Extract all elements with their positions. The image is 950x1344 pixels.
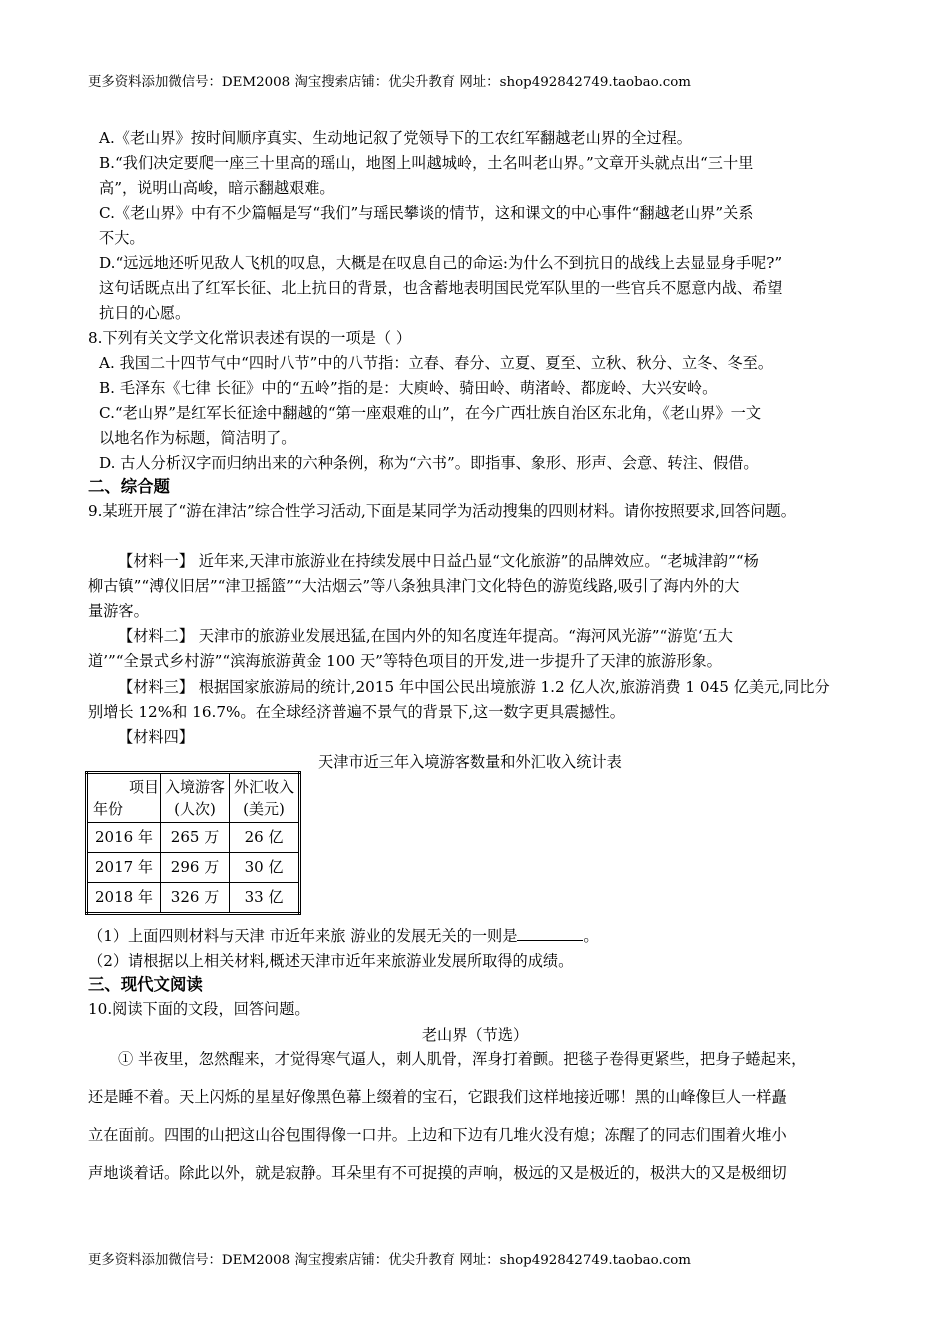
passage-line-2: 还是睡不着。天上闪烁的星星好像黑色幕上缀着的宝石，它跟我们这样地接近哪！黑的山峰像巨人一样矗	[88, 1088, 787, 1106]
cell-income: 33 亿	[230, 883, 300, 914]
q9-sub1-end: 。	[583, 927, 599, 945]
table-corner-cell	[87, 773, 161, 823]
header-visitors-unit: (人次)	[174, 800, 216, 818]
q7-option-d-cont2: 抗日的心愿。	[99, 304, 191, 322]
passage-line-4: 声地谈着话。除此以外，就是寂静。耳朵里有不可捉摸的声响，极远的又是极近的，极洪大的又是极细切	[88, 1164, 787, 1182]
table-header-row	[87, 773, 300, 823]
material-2-cont: 道’”“全景式乡村游”“滨海旅游黄金 100 天”等特色项目的开发,进一步提升了天津的旅游形象。	[88, 652, 722, 670]
cell-year: 2017 年	[87, 853, 161, 883]
q7-option-a: A.《老山界》按时间顺序真实、生动地记叙了党领导下的工农红军翻越老山界的全过程。	[99, 129, 692, 147]
cell-year: 2016 年	[87, 823, 161, 853]
q7-option-b-cont: 高”，说明山高峻，暗示翻越艰难。	[99, 179, 335, 197]
header-income-label: 外汇收入	[233, 778, 294, 796]
q7-option-d-cont: 这句话既点出了红军长征、北上抗日的背景，也含蓄地表明国民党军队里的一些官兵不愿意内战、希望	[99, 279, 783, 297]
material-3: 【材料三】 根据国家旅游局的统计,2015 年中国公民出境旅游 1.2 亿人次,旅游消费 1 045 亿美元,同比分	[118, 678, 830, 696]
passage-line-3: 立在面前。四围的山把这山谷包围得像一口井。上边和下边有几堆火没有熄；冻醒了的同志们围着火堆小	[88, 1126, 787, 1144]
answer-blank[interactable]	[517, 926, 583, 941]
cell-income: 26 亿	[230, 823, 300, 853]
q8-option-c: C.“老山界”是红军长征途中翻越的“第一座艰难的山”，在今广西壮族自治区东北角，《老山界》一文	[99, 404, 762, 422]
page-footer: 更多资料添加微信号：DEM2008 淘宝搜索店铺：优尖升教育 网址：shop492842749.taobao.com	[88, 1253, 691, 1268]
cell-visitors: 296 万	[161, 853, 230, 883]
passage-para-1: ① 半夜里，忽然醒来，才觉得寒气逼人，刺人肌骨，浑身打着颤。把毯子卷得更紧些，把身子蜷起来，	[118, 1050, 807, 1068]
q7-option-d: D.“远远地还听见敌人飞机的叹息，大概是在叹息自己的命运:为什么不到抗日的战线上去显显身手呢?”	[99, 254, 783, 272]
material-1: 【材料一】 近年来,天津市旅游业在持续发展中日益凸显“文化旅游”的品牌效应。“老城津韵”“杨	[118, 552, 759, 570]
cell-visitors: 265 万	[161, 823, 230, 853]
header-income-unit: (美元)	[243, 800, 285, 818]
material-3-cont: 别增长 12%和 16.7%。在全球经济普遍不景气的背景下,这一数字更具震撼性。	[88, 703, 625, 721]
statistics-table	[85, 771, 301, 915]
q7-option-c: C.《老山界》中有不少篇幅是写“我们”与瑶民攀谈的情节，这和课文的中心事件“翻越老山界”关系	[99, 204, 754, 222]
q8-option-b: B. 毛泽东《七律 长征》中的“五岭”指的是：大庾岭、骑田岭、萌渚岭、都庞岭、大兴安岭。	[99, 379, 718, 397]
q8-option-a: A. 我国二十四节气中“四时八节”中的八节指：立春、春分、立夏、夏至、立秋、秋分、立冬、冬至。	[99, 354, 774, 372]
q9-sub2: （2）请根据以上相关材料,概述天津市近年来旅游业发展所取得的成绩。	[88, 952, 574, 970]
passage-title: 老山界（节选）	[421, 1026, 529, 1044]
page-header: 更多资料添加微信号：DEM2008 淘宝搜索店铺：优尖升教育 网址：shop492842749.taobao.com	[88, 75, 691, 90]
q10-stem: 10.阅读下面的文段，回答问题。	[88, 1000, 310, 1018]
q9-sub1-text: （1）上面四则材料与天津 市近年来旅 游业的发展无关的一则是	[88, 927, 518, 945]
material-4-label: 【材料四】	[118, 728, 194, 746]
table-row	[87, 883, 300, 914]
q7-option-b: B.“我们决定要爬一座三十里高的瑶山，地图上叫越城岭，土名叫老山界。”文章开头就点出“三十里	[99, 154, 754, 172]
header-visitors	[161, 773, 230, 823]
header-income	[230, 773, 300, 823]
material-2: 【材料二】 天津市的旅游业发展迅猛,在国内外的知名度连年提高。“海河风光游”“游览‘五大	[118, 627, 733, 645]
table-row	[87, 823, 300, 853]
cell-year: 2018 年	[87, 883, 161, 914]
material-1-cont2: 量游客。	[88, 602, 149, 620]
header-visitors-label: 入境游客	[164, 778, 225, 796]
q9-stem: 9.某班开展了“游在津沽”综合性学习活动,下面是某同学为活动搜集的四则材料。请你按照要求,回答问题。	[88, 502, 796, 520]
q8-stem: 8.下列有关文学文化常识表述有误的一项是（ ）	[88, 329, 412, 347]
cell-visitors: 326 万	[161, 883, 230, 914]
section-title-reading: 三、现代文阅读	[88, 975, 203, 994]
cell-income: 30 亿	[230, 853, 300, 883]
table-row	[87, 853, 300, 883]
q7-option-c-cont: 不大。	[99, 229, 145, 247]
corner-item-label: 项目	[128, 778, 159, 796]
q8-option-d: D. 古人分析汉字而归纳出来的六种条例，称为“六书”。即指事、象形、形声、会意、转注、假借。	[99, 454, 759, 472]
table-caption: 天津市近三年入境游客数量和外汇收入统计表	[318, 753, 622, 771]
q9-sub1	[88, 926, 599, 946]
corner-year-label: 年份	[93, 800, 124, 818]
section-title-comprehensive: 二、综合题	[88, 477, 170, 496]
material-1-cont: 柳古镇”“溥仪旧居”“津卫摇篮”“大沽烟云”等八条独具津门文化特色的游览线路,吸引了海内外的大	[88, 577, 740, 595]
q8-option-c-cont: 以地名作为标题，简洁明了。	[99, 429, 297, 447]
